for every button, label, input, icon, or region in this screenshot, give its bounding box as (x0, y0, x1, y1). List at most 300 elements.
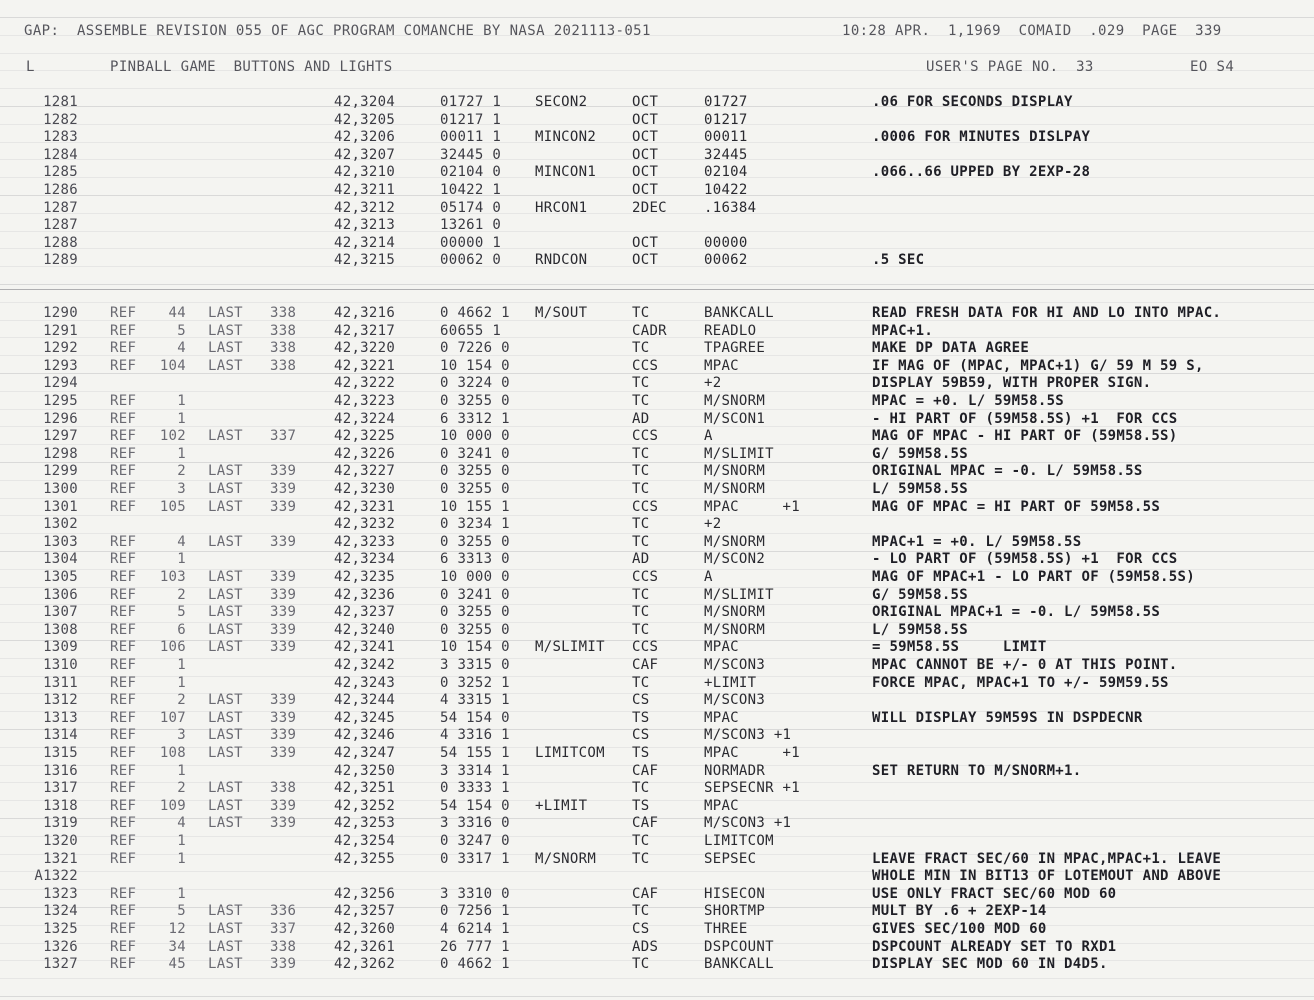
cell-line: 1307 (43, 604, 78, 621)
cell-lastn: 339 (270, 533, 297, 550)
listing-row (0, 305, 1314, 323)
listing-row (0, 657, 1314, 675)
cell-ref: REF (110, 305, 137, 321)
cell-last: LAST (208, 340, 243, 357)
cell-line: 1319 (43, 815, 78, 832)
listing-row (0, 112, 1314, 130)
listing-row (0, 745, 1314, 763)
cell-ref: REF (110, 498, 137, 515)
cell-code: 01727 1 (440, 94, 502, 110)
cell-addr: 42,3261 (334, 938, 396, 955)
cell-op: AD (632, 410, 650, 427)
cell-ref: REF (110, 340, 137, 357)
cell-operand: MPAC (704, 639, 739, 656)
cell-code: 0 7256 1 (440, 903, 510, 920)
cell-operand: M/SNORM (704, 621, 766, 638)
cell-code: 0 3224 0 (440, 375, 510, 392)
listing-row (0, 164, 1314, 182)
cell-addr: 42,3234 (334, 551, 396, 568)
cell-refn: 1 (177, 445, 186, 462)
cell-addr: 42,3223 (334, 393, 396, 409)
page-tag: EO S4 (1190, 59, 1235, 75)
cell-ref: REF (110, 569, 137, 585)
cell-ref: REF (110, 657, 137, 673)
cell-code: 0 3241 0 (440, 586, 510, 603)
cell-refn: 108 (159, 745, 186, 761)
listing-row (0, 939, 1314, 957)
cell-code: 01217 1 (440, 111, 502, 128)
page-header (0, 22, 1314, 40)
cell-operand: 01217 (704, 111, 748, 128)
cell-code: 0 3255 0 (440, 481, 510, 497)
cell-addr: 42,3220 (334, 340, 396, 357)
cell-refn: 6 (177, 621, 186, 638)
cell-addr: 42,3204 (334, 94, 396, 110)
cell-op: CCS (632, 357, 659, 374)
cell-op: TC (632, 850, 650, 867)
cell-operand: +2 (704, 516, 722, 533)
cell-line: 1305 (43, 569, 78, 585)
listing-row (0, 446, 1314, 464)
cell-op: CS (632, 692, 650, 709)
cell-comment: ORIGINAL MPAC+1 = -0. L/ 59M58.5S (872, 604, 1161, 621)
cell-line: 1281 (43, 94, 78, 110)
cell-lastn: 338 (270, 357, 297, 374)
cell-line: 1306 (43, 586, 78, 603)
cell-comment: WILL DISPLAY 59M59S IN DSPDECNR (872, 709, 1143, 726)
cell-operand: MPAC +1 (704, 498, 801, 515)
cell-code: 10 000 0 (440, 569, 510, 585)
cell-last: LAST (208, 322, 243, 339)
cell-label: MINCON1 (535, 164, 597, 181)
cell-op: TC (632, 780, 650, 797)
cell-comment: - HI PART OF (59M58.5S) +1 FOR CCS (872, 410, 1178, 427)
cell-lastn: 336 (270, 903, 297, 920)
cell-comment: READ FRESH DATA FOR HI AND LO INTO MPAC. (872, 305, 1222, 321)
cell-addr: 42,3210 (334, 164, 396, 181)
cell-code: 00062 0 (440, 252, 502, 269)
cell-comment: MAKE DP DATA AGREE (872, 340, 1030, 357)
cell-line: 1325 (43, 921, 78, 937)
cell-line: 1318 (43, 797, 78, 814)
cell-comment: = 59M58.5S LIMIT (872, 639, 1047, 656)
cell-line: A1322 (34, 868, 78, 885)
cell-addr: 42,3235 (334, 569, 396, 585)
cell-operand: HISECON (704, 885, 766, 902)
cell-op: OCT (632, 111, 659, 128)
cell-line: 1296 (43, 410, 78, 427)
cell-label: M/SNORM (535, 850, 597, 867)
cell-line: 1309 (43, 639, 78, 656)
cell-code: 13261 0 (440, 217, 502, 234)
cell-line: 1284 (43, 146, 78, 163)
cell-comment: WHOLE MIN IN BIT13 OF LOTEMOUT AND ABOVE (872, 868, 1222, 885)
cell-line: 1310 (43, 657, 78, 673)
cell-code: 60655 1 (440, 322, 502, 339)
cell-operand: SHORTMP (704, 903, 766, 920)
cell-operand: 02104 (704, 164, 748, 181)
cell-operand: +LIMIT (704, 674, 757, 691)
cell-last: LAST (208, 498, 243, 515)
cell-lastn: 339 (270, 463, 297, 480)
cell-operand: M/SNORM (704, 463, 766, 480)
cell-lastn: 339 (270, 815, 297, 832)
cell-op: OCT (632, 182, 659, 198)
cell-ref: REF (110, 745, 137, 761)
cell-operand: MPAC +1 (704, 745, 801, 761)
cell-op: AD (632, 551, 650, 568)
cell-line: 1326 (43, 938, 78, 955)
cell-operand: 00011 (704, 129, 748, 146)
cell-op: CCS (632, 639, 659, 656)
cell-lastn: 339 (270, 621, 297, 638)
cell-addr: 42,3214 (334, 234, 396, 251)
cell-addr: 42,3207 (334, 146, 396, 163)
cell-ref: REF (110, 762, 137, 779)
cell-comment: .5 SEC (872, 252, 925, 269)
cell-lastn: 339 (270, 639, 297, 656)
cell-ref: REF (110, 428, 137, 445)
cell-operand: M/SCON3 (704, 692, 766, 709)
cell-addr: 42,3211 (334, 182, 396, 198)
cell-comment: USE ONLY FRACT SEC/60 MOD 60 (872, 885, 1117, 902)
page-subheader (0, 58, 1314, 76)
cell-refn: 5 (177, 604, 186, 621)
cell-lastn: 338 (270, 305, 297, 321)
cell-comment: SET RETURN TO M/SNORM+1. (872, 762, 1082, 779)
cell-last: LAST (208, 569, 243, 585)
cell-line: 1287 (43, 199, 78, 216)
cell-op: CS (632, 921, 650, 937)
cell-addr: 42,3246 (334, 727, 396, 744)
cell-operand: M/SLIMIT (704, 586, 774, 603)
listing-row (0, 129, 1314, 147)
cell-operand: M/SCON1 (704, 410, 766, 427)
cell-operand: NORMADR (704, 762, 766, 779)
cell-refn: 103 (159, 569, 186, 585)
cell-op: TC (632, 586, 650, 603)
cell-code: 02104 0 (440, 164, 502, 181)
cell-ref: REF (110, 621, 137, 638)
cell-ref: REF (110, 445, 137, 462)
cell-ref: REF (110, 850, 137, 867)
listing-row (0, 587, 1314, 605)
cell-ref: REF (110, 956, 137, 973)
cell-op: TC (632, 445, 650, 462)
cell-op: OCT (632, 164, 659, 181)
cell-refn: 2 (177, 692, 186, 709)
cell-comment: .0006 FOR MINUTES DISLPAY (872, 129, 1091, 146)
cell-operand: 01727 (704, 94, 748, 110)
cell-code: 54 155 1 (440, 745, 510, 761)
cell-code: 0 3255 0 (440, 393, 510, 409)
cell-refn: 12 (168, 921, 186, 937)
cell-ref: REF (110, 551, 137, 568)
cell-last: LAST (208, 639, 243, 656)
cell-op: TC (632, 833, 650, 849)
cell-code: 0 3252 1 (440, 674, 510, 691)
cell-op: TC (632, 903, 650, 920)
section-divider (0, 289, 1314, 290)
cell-op: TC (632, 956, 650, 973)
cell-line: 1321 (43, 850, 78, 867)
cell-op: TC (632, 340, 650, 357)
cell-operand: THREE (704, 921, 748, 937)
cell-op: CAF (632, 885, 659, 902)
listing-row (0, 340, 1314, 358)
cell-code: 6 3312 1 (440, 410, 510, 427)
listing-row (0, 604, 1314, 622)
cell-addr: 42,3253 (334, 815, 396, 832)
cell-code: 10422 1 (440, 182, 502, 198)
cell-last: LAST (208, 727, 243, 744)
cell-line: 1323 (43, 885, 78, 902)
cell-code: 0 4662 1 (440, 956, 510, 973)
cell-operand: 32445 (704, 146, 748, 163)
cell-ref: REF (110, 921, 137, 937)
cell-ref: REF (110, 885, 137, 902)
cell-op: CCS (632, 498, 659, 515)
listing-row (0, 252, 1314, 270)
cell-code: 0 7226 0 (440, 340, 510, 357)
cell-last: LAST (208, 357, 243, 374)
cell-last: LAST (208, 621, 243, 638)
listing-row (0, 921, 1314, 939)
cell-refn: 1 (177, 850, 186, 867)
cell-last: LAST (208, 428, 243, 445)
cell-line: 1283 (43, 129, 78, 146)
cell-code: 10 000 0 (440, 428, 510, 445)
cell-code: 26 777 1 (440, 938, 510, 955)
cell-line: 1304 (43, 551, 78, 568)
cell-code: 10 154 0 (440, 639, 510, 656)
cell-refn: 1 (177, 885, 186, 902)
listing-row (0, 727, 1314, 745)
cell-op: OCT (632, 129, 659, 146)
cell-line: 1314 (43, 727, 78, 744)
cell-lastn: 339 (270, 498, 297, 515)
cell-refn: 3 (177, 481, 186, 497)
listing-row (0, 411, 1314, 429)
cell-operand: TPAGREE (704, 340, 766, 357)
listing-row (0, 200, 1314, 218)
cell-addr: 42,3247 (334, 745, 396, 761)
cell-ref: REF (110, 833, 137, 849)
cell-operand: M/SNORM (704, 533, 766, 550)
cell-code: 4 6214 1 (440, 921, 510, 937)
cell-addr: 42,3224 (334, 410, 396, 427)
listing-row (0, 182, 1314, 200)
cell-operand: M/SCON2 (704, 551, 766, 568)
cell-ref: REF (110, 674, 137, 691)
listing-row (0, 692, 1314, 710)
cell-code: 3 3314 1 (440, 762, 510, 779)
cell-comment: MAG OF MPAC - HI PART OF (59M58.5S) (872, 428, 1178, 445)
cell-operand: MPAC (704, 797, 739, 814)
cell-operand: M/SCON3 +1 (704, 815, 792, 832)
cell-line: 1313 (43, 709, 78, 726)
cell-line: 1286 (43, 182, 78, 198)
cell-addr: 42,3230 (334, 481, 396, 497)
cell-comment: ORIGINAL MPAC = -0. L/ 59M58.5S (872, 463, 1143, 480)
cell-lastn: 338 (270, 340, 297, 357)
cell-refn: 3 (177, 727, 186, 744)
listing-row (0, 763, 1314, 781)
cell-comment: MPAC = +0. L/ 59M58.5S (872, 393, 1065, 409)
cell-addr: 42,3225 (334, 428, 396, 445)
cell-code: 0 3255 0 (440, 463, 510, 480)
listing-row (0, 569, 1314, 587)
cell-lastn: 338 (270, 322, 297, 339)
cell-comment: - LO PART OF (59M58.5S) +1 FOR CCS (872, 551, 1178, 568)
cell-op: TC (632, 393, 650, 409)
listing-row (0, 886, 1314, 904)
cell-comment: IF MAG OF (MPAC, MPAC+1) G/ 59 M 59 S, (872, 357, 1204, 374)
cell-addr: 42,3226 (334, 445, 396, 462)
cell-addr: 42,3251 (334, 780, 396, 797)
cell-refn: 105 (159, 498, 186, 515)
cell-line: 1293 (43, 357, 78, 374)
cell-last: LAST (208, 956, 243, 973)
cell-code: 0 3333 1 (440, 780, 510, 797)
cell-code: 10 155 1 (440, 498, 510, 515)
listing-row (0, 323, 1314, 341)
cell-refn: 107 (159, 709, 186, 726)
cell-addr: 42,3212 (334, 199, 396, 216)
cell-line: 1316 (43, 762, 78, 779)
cell-last: LAST (208, 745, 243, 761)
cell-addr: 42,3222 (334, 375, 396, 392)
listing-row (0, 639, 1314, 657)
cell-lastn: 339 (270, 709, 297, 726)
cell-comment: .06 FOR SECONDS DISPLAY (872, 94, 1073, 110)
listing-row (0, 217, 1314, 235)
cell-op: TC (632, 674, 650, 691)
cell-last: LAST (208, 692, 243, 709)
cell-code: 0 3317 1 (440, 850, 510, 867)
cell-label: M/SOUT (535, 305, 588, 321)
listing-row (0, 798, 1314, 816)
cell-operand: BANKCALL (704, 305, 774, 321)
cell-label: MINCON2 (535, 129, 597, 146)
cell-addr: 42,3231 (334, 498, 396, 515)
cell-op: TS (632, 797, 650, 814)
cell-ref: REF (110, 586, 137, 603)
cell-line: 1311 (43, 674, 78, 691)
cell-comment: MPAC+1 = +0. L/ 59M58.5S (872, 533, 1082, 550)
cell-line: 1302 (43, 516, 78, 533)
cell-addr: 42,3256 (334, 885, 396, 902)
cell-op: TC (632, 604, 650, 621)
cell-code: 0 3247 0 (440, 833, 510, 849)
listing-row (0, 815, 1314, 833)
cell-comment: L/ 59M58.5S (872, 481, 969, 497)
cell-op: CAF (632, 815, 659, 832)
cell-operand: M/SLIMIT (704, 445, 774, 462)
cell-operand: M/SCON3 (704, 657, 766, 673)
cell-ref: REF (110, 709, 137, 726)
cell-line: 1285 (43, 164, 78, 181)
cell-refn: 1 (177, 674, 186, 691)
cell-comment: MAG OF MPAC+1 - LO PART OF (59M58.5S) (872, 569, 1195, 585)
cell-line: 1289 (43, 252, 78, 269)
cell-code: 00011 1 (440, 129, 502, 146)
cell-line: 1301 (43, 498, 78, 515)
cell-op: CS (632, 727, 650, 744)
cell-op: OCT (632, 146, 659, 163)
section-title: PINBALL GAME BUTTONS AND LIGHTS (110, 59, 393, 75)
cell-code: 32445 0 (440, 146, 502, 163)
cell-op: TC (632, 463, 650, 480)
cell-code: 05174 0 (440, 199, 502, 216)
cell-label: LIMITCOM (535, 745, 605, 761)
cell-lastn: 339 (270, 604, 297, 621)
cell-op: TC (632, 375, 650, 392)
cell-refn: 34 (168, 938, 186, 955)
cell-operand: 10422 (704, 182, 748, 198)
cell-addr: 42,3213 (334, 217, 396, 234)
cell-comment: DISPLAY 59B59, WITH PROPER SIGN. (872, 375, 1152, 392)
cell-refn: 109 (159, 797, 186, 814)
cell-operand: A (704, 569, 713, 585)
cell-op: TC (632, 481, 650, 497)
cell-operand: M/SNORM (704, 481, 766, 497)
cell-op: CAF (632, 762, 659, 779)
cell-op: CAF (632, 657, 659, 673)
listing-row (0, 94, 1314, 112)
cell-addr: 42,3242 (334, 657, 396, 673)
cell-addr: 42,3240 (334, 621, 396, 638)
listing-row (0, 833, 1314, 851)
cell-refn: 1 (177, 657, 186, 673)
cell-refn: 1 (177, 410, 186, 427)
listing-row (0, 675, 1314, 693)
cell-addr: 42,3221 (334, 357, 396, 374)
cell-addr: 42,3232 (334, 516, 396, 533)
cell-comment: MPAC CANNOT BE +/- 0 AT THIS POINT. (872, 657, 1178, 673)
listing-row (0, 956, 1314, 974)
listing-row (0, 375, 1314, 393)
user-page-number: USER'S PAGE NO. 33 (926, 59, 1094, 75)
cell-addr: 42,3217 (334, 322, 396, 339)
listing-row (0, 534, 1314, 552)
cell-operand: MPAC (704, 357, 739, 374)
cell-line: 1299 (43, 463, 78, 480)
cell-operand: M/SNORM (704, 393, 766, 409)
cell-code: 3 3316 0 (440, 815, 510, 832)
cell-addr: 42,3252 (334, 797, 396, 814)
cell-op: TC (632, 533, 650, 550)
cell-ref: REF (110, 604, 137, 621)
cell-refn: 2 (177, 463, 186, 480)
cell-operand: BANKCALL (704, 956, 774, 973)
cell-code: 0 3241 0 (440, 445, 510, 462)
cell-refn: 102 (159, 428, 186, 445)
cell-line: 1297 (43, 428, 78, 445)
cell-line: 1298 (43, 445, 78, 462)
cell-addr: 42,3262 (334, 956, 396, 973)
header-left: GAP: ASSEMBLE REVISION 055 OF AGC PROGRAM COMANCHE BY NASA 2021113-051 (24, 23, 651, 39)
cell-lastn: 337 (270, 921, 297, 937)
cell-last: LAST (208, 305, 243, 321)
cell-refn: 2 (177, 780, 186, 797)
cell-comment: DISPLAY SEC MOD 60 IN D4D5. (872, 956, 1108, 973)
cell-operand: M/SNORM (704, 604, 766, 621)
cell-comment: DSPCOUNT ALREADY SET TO RXD1 (872, 938, 1117, 955)
cell-comment: L/ 59M58.5S (872, 621, 969, 638)
cell-operand: MPAC (704, 709, 739, 726)
cell-ref: REF (110, 463, 137, 480)
